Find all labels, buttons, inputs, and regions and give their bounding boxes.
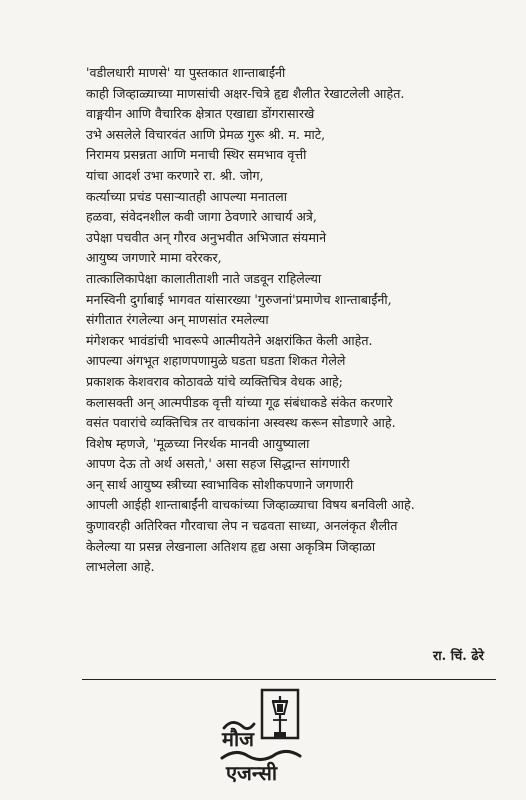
- blurb-line: विशेष म्हणजे, 'मूळच्या निरर्थक मानवी आयुष्याला: [86, 435, 310, 451]
- blurb-line: आपण देऊ तो अर्थ असतो,' असा सहज सिद्धान्त सांगणारी: [86, 456, 350, 472]
- blurb-line: तात्कालिकापेक्षा कालातीताशी नाते जडवून राहिलेल्या: [86, 270, 322, 286]
- blurb-line: 'वडीलधारी माणसे' या पुस्तकात शान्ताबाईंनी: [86, 65, 286, 80]
- blurb-line: मनस्विनी दुर्गाबाई भागवत यांसारख्या 'गुरुजनां'प्रमाणेच शान्ताबाईंनी,: [86, 291, 392, 307]
- blurb-line: उभे असलेले विचारवंत आणि प्रेमळ गुरू श्री. म. माटे,: [86, 126, 326, 142]
- blurb-line: काही जिव्हाळ्याच्या माणसांची अक्षर-चित्रे हृद्य शैलीत रेखाटलेली आहेत.: [86, 85, 405, 101]
- blurb-line: कलासक्ती अन् आत्मपीडक वृत्ती यांच्या गूढ संबंधाकडे संकेत करणारे: [86, 394, 393, 410]
- logo-text-top: मौज: [222, 727, 254, 751]
- blurb-line: हळवा, संवेदनशील कवी जागा ठेवणारे आचार्य अत्रे,: [86, 209, 317, 225]
- blurb-line: यांचा आदर्श उभा करणारे रा. श्री. जोग,: [86, 167, 264, 183]
- blurb-line: निरामय प्रसन्नता आणि मनाची स्थिर समभाव वृत्ती: [86, 147, 307, 163]
- blurb-line: अन् सार्थ आयुष्य स्त्रीच्या स्वाभाविक सोशीकपणाने जगणारी: [86, 476, 354, 492]
- blurb-line: कुणावरही अतिरिक्त गौरवाचा लेप न चढवता साध्या, अनलंकृत शैलीत: [86, 518, 398, 534]
- blurb-line: प्रकाशक केशवराव कोठावळे यांचे व्यक्तिचित्र वेधक आहे;: [86, 373, 343, 389]
- blurb-line: आयुष्य जगणारे मामा वरेरकर,: [86, 250, 222, 266]
- blurb-text: [86, 63, 496, 578]
- blurb-line: कर्त्याच्या प्रचंड पसाऱ्यातही आपल्या मनातला: [86, 188, 287, 204]
- logo-text-bottom: एजन्सी: [226, 761, 278, 785]
- blurb-line: आपल्या अंगभूत शहाणपणामुळे घडता घडता शिकत गेलेले: [86, 353, 346, 369]
- blurb-line: आपली आईही शान्ताबाईंनी वाचकांच्या जिव्हाळ्याचा विषय बनविली आहे.: [86, 497, 415, 513]
- blurb-line: उपेक्षा पचवीत अन् गौरव अनुभवीत अभिजात संयमाने: [86, 229, 327, 245]
- blurb-line: संगीतात रंगलेल्या अन् माणसांत रमलेल्या: [86, 312, 269, 328]
- blurb-line: मंगेशकर भावंडांची भावरूपे आत्मीयतेने अक्षरांकित केली आहेत.: [86, 332, 373, 348]
- blurb-line: वाङ्मयीन आणि वैचारिक क्षेत्रात एखाद्या डोंगरासारखे: [86, 106, 315, 122]
- blurb-line: लाभलेला आहे.: [86, 559, 155, 575]
- blurb-line: केलेल्या या प्रसन्न लेखनाला अतिशय हृद्य असा अकृत्रिम जिव्हाळा: [86, 538, 376, 554]
- blurb-line: वसंत पवारांचे व्यक्तिचित्र तर वाचकांना अस्वस्थ करून सोडणारे आहे.: [86, 415, 396, 431]
- author-signature: रा. चिं. ढेरे: [432, 649, 484, 664]
- divider-line: [82, 679, 496, 680]
- lamp-post-icon: [262, 690, 298, 738]
- publisher-logo: [218, 688, 304, 788]
